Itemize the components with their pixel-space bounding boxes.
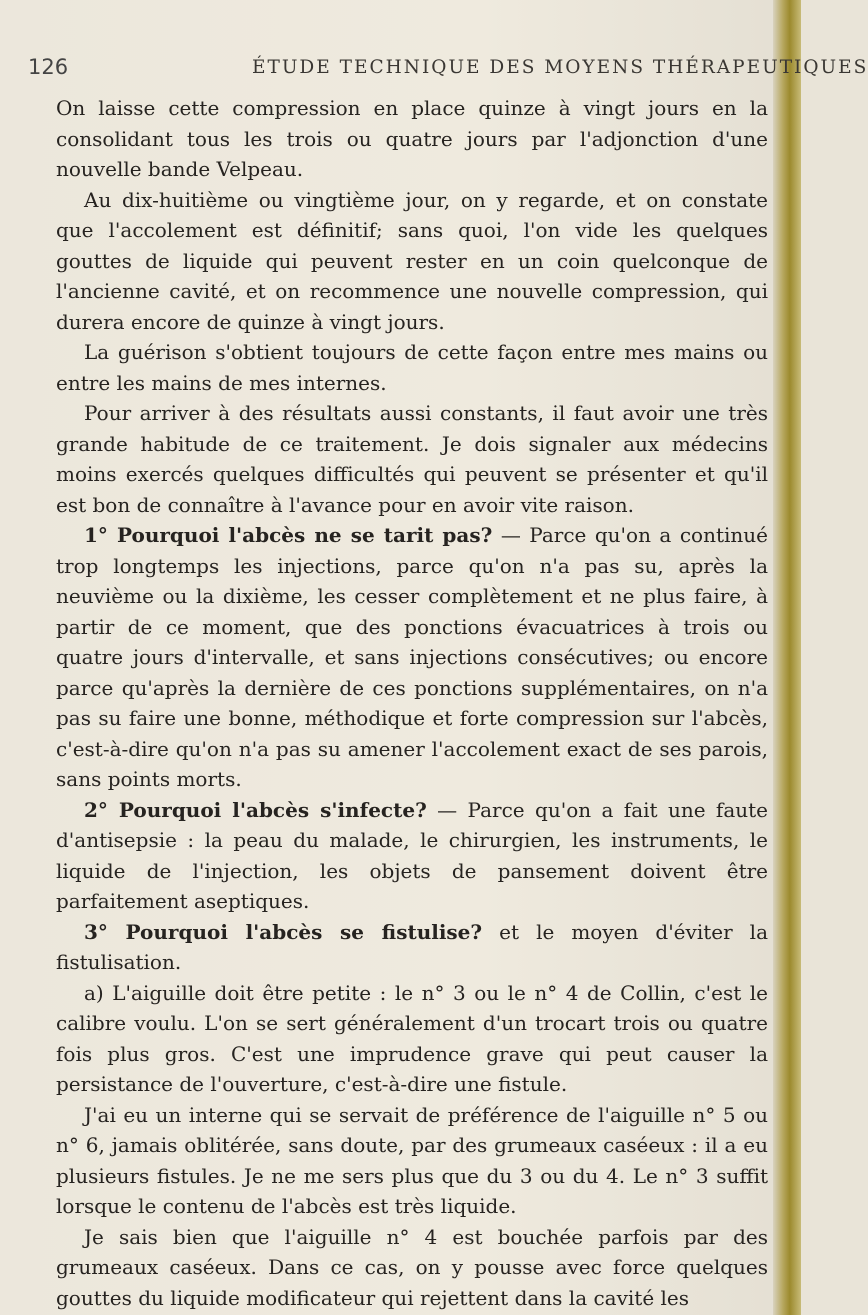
body-text: [56, 93, 768, 1313]
paragraph: J'ai eu un interne qui se servait de préférence de l'aiguille n° 5 ou n° 6, jamais oblitérée, sans doute, par des grumeaux caséeux : il a eu plusieurs fistules. Je ne me sers plus que du 3 ou du 4. Le n° 3 suffit lorsque le contenu de l'abcès est très liquide.: [56, 1102, 768, 1218]
question-answer: — Parce qu'on a continué trop longtemps les injections, parce qu'on n'a pas su, après la neuvième ou la dixième, les cesser complètement et ne plus faire, à partir de ce moment, que des ponctions évacuatrices à trois ou quatre jours d'intervalle, et sans injections consécutives; ou encore parce qu'après la dernière de ces ponctions supplémentaires, on n'a pas su faire une bonne, méthodique et forte compression sur l'abcès, c'est-à-dire qu'on n'a pas su amener l'accolement exact de ses parois, sans points morts.: [56, 523, 768, 791]
paragraph: Au dix-huitième ou vingtième jour, on y regarde, et on constate que l'accolement est définitif; sans quoi, l'on vide les quelques gouttes de liquide qui peuvent rester en un coin quelconque de l'ancienne cavité, et on recommence une nouvelle compression, qui durera encore de quinze à vingt jours.: [56, 187, 768, 334]
question-lead: 3° Pourquoi l'abcès se fistulise?: [84, 919, 483, 944]
page-number: 126: [28, 55, 69, 79]
paragraph: a) L'aiguille doit être petite : le n° 3 ou le n° 4 de Collin, c'est le calibre voulu. L'on se sert généralement d'un trocart trois ou quatre fois plus gros. C'est une imprudence grave qui peut causer la persistance de l'ouverture, c'est-à-dire une fistule.: [56, 980, 768, 1096]
question-paragraph: [56, 917, 768, 978]
paragraph: Pour arriver à des résultats aussi constants, il faut avoir une très grande habitude de ce traitement. Je dois signaler aux médecins moins exercés quelques difficultés qui peuvent se présenter et qu'il est bon de connaître à l'avance pour en avoir vite raison.: [56, 401, 768, 517]
page-header: [28, 55, 868, 87]
question-lead: 2° Pourquoi l'abcès s'infecte?: [84, 797, 427, 822]
running-head: ÉTUDE TECHNIQUE DES MOYENS THÉRAPEUTIQUES: [252, 57, 868, 78]
question-lead: 1° Pourquoi l'abcès ne se tarit pas?: [84, 523, 493, 547]
paragraph: Je sais bien que l'aiguille n° 4 est bouchée parfois par des grumeaux caséeux. Dans ce cas, on y pousse avec force quelques gouttes du liquide modificateur qui rejettent dans la cavité les: [56, 1224, 768, 1310]
paragraph: On laisse cette compression en place quinze à vingt jours en la consolidant tous les trois ou quatre jours par l'adjonction d'une nouvelle bande Velpeau.: [56, 96, 768, 181]
question-paragraph: [56, 520, 768, 795]
question-paragraph: [56, 795, 768, 917]
page-edge: [773, 0, 801, 1315]
question-answer: et le moyen d'éviter la fistulisation.: [56, 919, 768, 974]
question-answer: — Parce qu'on a fait une faute d'antisepsie : la peau du malade, le chirurgien, les instruments, le liquide de l'injection, les objets de pansement doivent être parfaitement aseptiques.: [56, 797, 768, 913]
paragraph: La guérison s'obtient toujours de cette façon entre mes mains ou entre les mains de mes internes.: [56, 340, 768, 395]
